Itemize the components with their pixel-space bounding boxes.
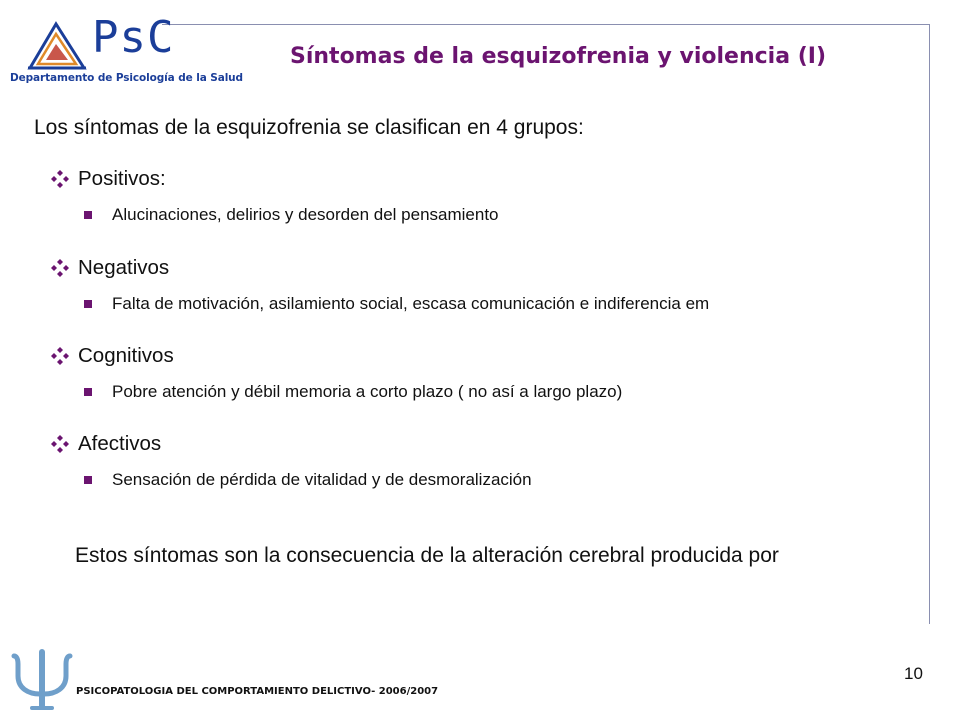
diamond-cluster-icon	[50, 346, 70, 366]
logo-department-name: Departamento de Psicología de la Salud	[10, 72, 243, 84]
group-heading: Cognitivos	[78, 344, 174, 367]
symptom-group-cognitive	[50, 343, 622, 403]
group-detail: Alucinaciones, delirios y desorden del pensamiento	[112, 205, 499, 224]
page-number: 10	[904, 664, 923, 683]
group-heading: Positivos:	[78, 167, 166, 190]
group-heading: Afectivos	[78, 432, 162, 455]
footer-course: PSICOPATOLOGIA DEL COMPORTAMIENTO DELICTIVO- 2006/2007	[76, 686, 439, 697]
psi-icon	[8, 648, 78, 712]
diamond-cluster-icon	[50, 434, 70, 454]
top-rule	[162, 24, 930, 25]
group-detail: Falta de motivación, asilamiento social, escasa comunicación e indiferencia em	[112, 294, 710, 313]
symptom-group-negative	[50, 255, 709, 315]
diamond-cluster-icon	[50, 169, 70, 189]
symptom-group-positive	[50, 166, 499, 226]
right-rule	[929, 24, 930, 624]
conclusion-text: Estos síntomas son la consecuencia de la alteración cerebral producida por	[75, 544, 779, 567]
logo-triangle-icon	[26, 20, 88, 70]
square-bullet-icon	[84, 388, 92, 396]
square-bullet-icon	[84, 476, 92, 484]
square-bullet-icon	[84, 211, 92, 219]
slide-title: Síntomas de la esquizofrenia y violencia (I)	[290, 44, 827, 69]
logo-abbreviation: PsC	[92, 12, 175, 63]
symptom-group-affective	[50, 431, 532, 491]
department-logo	[8, 12, 243, 94]
group-detail: Pobre atención y débil memoria a corto plazo ( no así a largo plazo)	[112, 382, 623, 401]
group-heading: Negativos	[78, 256, 170, 279]
square-bullet-icon	[84, 300, 92, 308]
intro-text: Los síntomas de la esquizofrenia se clasifican en 4 grupos:	[34, 116, 584, 139]
diamond-cluster-icon	[50, 258, 70, 278]
group-detail: Sensación de pérdida de vitalidad y de desmoralización	[112, 470, 532, 489]
